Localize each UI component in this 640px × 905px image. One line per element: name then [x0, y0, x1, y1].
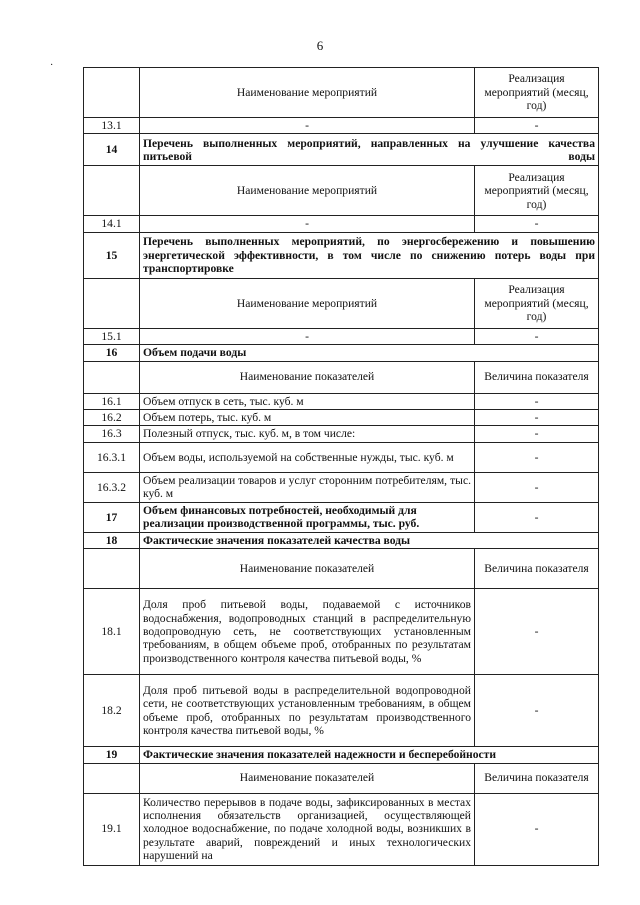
section-row-15	[84, 232, 599, 278]
header-measures-name: Наименование мероприятий	[140, 68, 475, 118]
row-number: 16.3.2	[84, 472, 140, 502]
section-title: Фактические значения показателей надежности и бесперебойности	[140, 747, 599, 763]
row-number: 16.2	[84, 410, 140, 426]
row-text: Объем воды, используемой на собственные нужды, тыс. куб. м	[140, 442, 475, 472]
row-text: Объем потерь, тыс. куб. м	[140, 410, 475, 426]
header-indicators-name: Наименование показателей	[140, 763, 475, 793]
row-value: -	[475, 589, 599, 675]
row-value: -	[475, 216, 599, 232]
row-text: Полезный отпуск, тыс. куб. м, в том числе:	[140, 426, 475, 442]
row-number: 13.1	[84, 118, 140, 134]
table-row	[84, 442, 599, 472]
page-edge-mark: ·	[50, 60, 54, 71]
section-title: Объем подачи воды	[140, 345, 599, 361]
table-row	[84, 426, 599, 442]
table-header-row	[84, 68, 599, 118]
row-number: 18.2	[84, 675, 140, 747]
section-number: 16	[84, 345, 140, 361]
row-number: 16.3.1	[84, 442, 140, 472]
section-row-16	[84, 345, 599, 361]
header-indicators-value: Величина показателя	[475, 763, 599, 793]
row-text: Доля проб питьевой воды, подаваемой с источников водоснабжения, водопроводных станций в распределительную водопроводную сеть, не соответствующих установленным требованиям, в общем объеме проб, отобранных по результатам производственного контроля качества питьевой воды, %	[140, 589, 475, 675]
header-num-cell	[84, 166, 140, 216]
row-value: -	[475, 328, 599, 344]
header-num-cell	[84, 278, 140, 328]
header-indicators-value: Величина показателя	[475, 549, 599, 589]
table-row	[84, 793, 599, 865]
table-row	[84, 393, 599, 409]
header-indicators-name: Наименование показателей	[140, 549, 475, 589]
header-measures-impl: Реализация мероприятий (месяц, год)	[475, 68, 599, 118]
table-header-row	[84, 166, 599, 216]
section-number: 14	[84, 134, 140, 166]
section-row-14	[84, 134, 599, 166]
table-header-row	[84, 361, 599, 393]
section-row-17	[84, 502, 599, 532]
row-text: Доля проб питьевой воды в распределительной водопроводной сети, не соответствующих установленным требованиям, в общем объеме проб, отобранных по результатам производственного контроля качества питьевой воды, %	[140, 675, 475, 747]
row-value: -	[475, 442, 599, 472]
row-value: -	[475, 502, 599, 532]
table-header-row	[84, 549, 599, 589]
header-num-cell	[84, 763, 140, 793]
header-num-cell	[84, 549, 140, 589]
section-number: 18	[84, 532, 140, 548]
row-number: 14.1	[84, 216, 140, 232]
section-number: 19	[84, 747, 140, 763]
section-title: Фактические значения показателей качества воды	[140, 532, 599, 548]
section-row-19	[84, 747, 599, 763]
row-value: -	[475, 393, 599, 409]
row-text: Объем реализации товаров и услуг сторонним потребителям, тыс. куб. м	[140, 472, 475, 502]
table-row	[84, 328, 599, 344]
production-program-table	[83, 67, 599, 866]
table-row	[84, 216, 599, 232]
header-num-cell	[84, 361, 140, 393]
row-text: -	[140, 328, 475, 344]
row-value: -	[475, 472, 599, 502]
section-title: Объем финансовых потребностей, необходимый для реализации производственной программы, тыс. руб.	[140, 502, 475, 532]
header-measures-impl: Реализация мероприятий (месяц, год)	[475, 166, 599, 216]
table-header-row	[84, 763, 599, 793]
header-indicators-name: Наименование показателей	[140, 361, 475, 393]
table-header-row	[84, 278, 599, 328]
section-number: 17	[84, 502, 140, 532]
table-row	[84, 410, 599, 426]
row-value: -	[475, 426, 599, 442]
header-measures-name: Наименование мероприятий	[140, 278, 475, 328]
row-number: 15.1	[84, 328, 140, 344]
row-text: -	[140, 216, 475, 232]
row-number: 19.1	[84, 793, 140, 865]
row-number: 16.1	[84, 393, 140, 409]
row-text: Объем отпуск в сеть, тыс. куб. м	[140, 393, 475, 409]
page-number: 6	[316, 38, 324, 53]
table-row	[84, 675, 599, 747]
header-indicators-value: Величина показателя	[475, 361, 599, 393]
table-row	[84, 589, 599, 675]
header-num-cell	[84, 68, 140, 118]
table-row	[84, 118, 599, 134]
section-number: 15	[84, 232, 140, 278]
section-title: Перечень выполненных мероприятий, по энергосбережению и повышению энергетической эффективности, в том числе по снижению потерь воды при транспортировке	[140, 232, 599, 278]
row-text: -	[140, 118, 475, 134]
row-number: 18.1	[84, 589, 140, 675]
row-value: -	[475, 118, 599, 134]
row-text: Количество перерывов в подаче воды, зафиксированных в местах исполнения обязательств организацией, осуществляющей холодное водоснабжение, по подаче холодной воды, возникших в результате аварий, повреждений и иных технологических нарушений на	[140, 793, 475, 865]
section-title: Перечень выполненных мероприятий, направленных на улучшение качества питьевой воды	[140, 134, 599, 166]
section-row-18	[84, 532, 599, 548]
header-measures-name: Наименование мероприятий	[140, 166, 475, 216]
row-value: -	[475, 793, 599, 865]
row-value: -	[475, 410, 599, 426]
row-number: 16.3	[84, 426, 140, 442]
header-measures-impl: Реализация мероприятий (месяц, год)	[475, 278, 599, 328]
table-row	[84, 472, 599, 502]
row-value: -	[475, 675, 599, 747]
